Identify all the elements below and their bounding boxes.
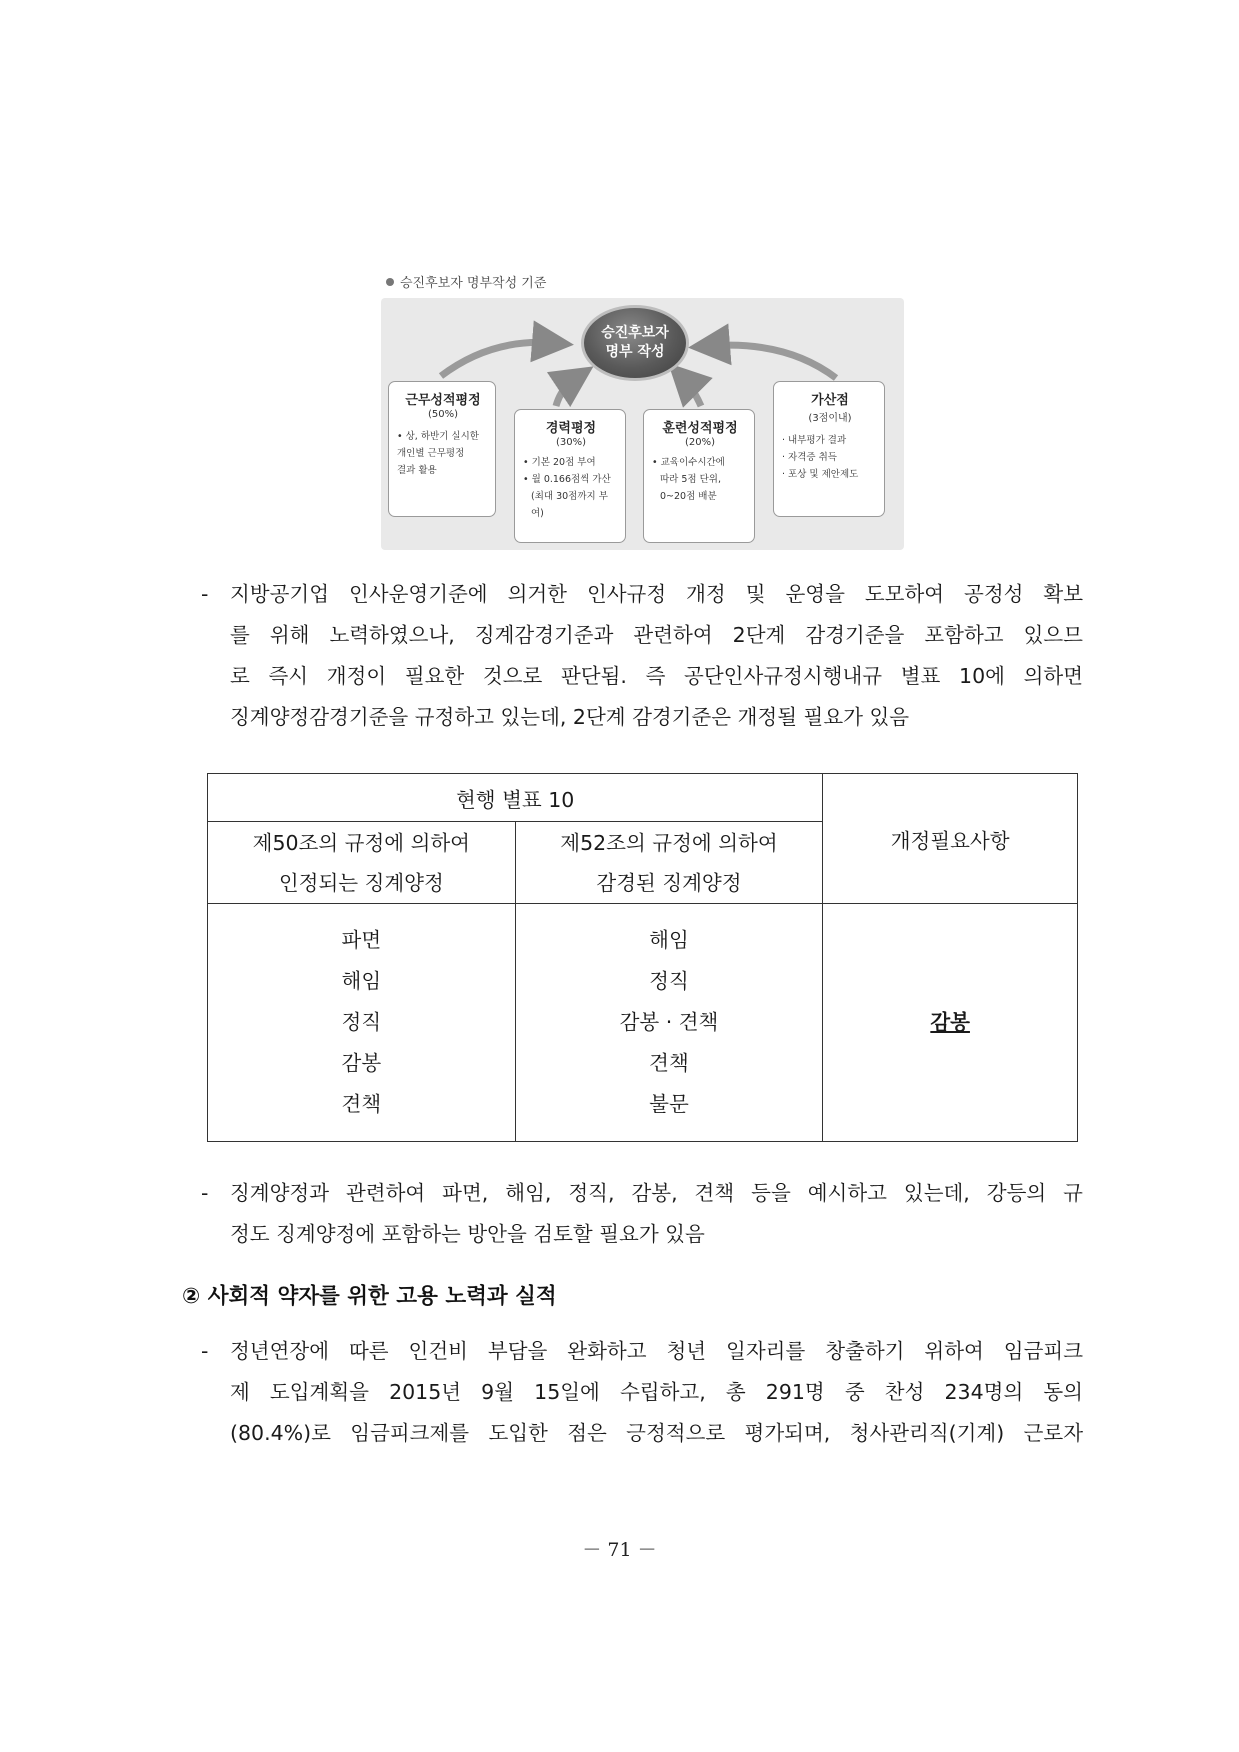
arrow-center-left	[556, 378, 576, 406]
header-line: 제52조의 규정에 의하여	[560, 830, 778, 855]
box-item: 0~20점 배분	[660, 491, 717, 502]
box-item: • 상, 하반기 실시한	[397, 431, 479, 442]
table-header-col1	[208, 822, 516, 904]
table-value: 불문	[649, 1092, 689, 1116]
table-value: 정직	[649, 969, 689, 993]
paragraph-line: 를 위해 노력하였으나, 징계감경기준과 관련하여 2단계 감경기준을 포함하고 있으므	[230, 623, 1083, 647]
table-value: 파면	[341, 928, 382, 952]
table-value: 감봉	[341, 1051, 382, 1075]
box-item: 개인별 근무평정	[397, 448, 465, 459]
box-item: • 월 0.166점씩 가산	[523, 474, 611, 485]
table-value: 해임	[649, 928, 689, 952]
section-heading: ② 사회적 약자를 위한 고용 노력과 실적	[182, 1284, 557, 1309]
revision-value: 감봉	[930, 1010, 970, 1034]
paragraph-line: (80.4%)로 임금피크제를 도입한 점은 긍정적으로 평가되며, 청사관리직(기계) 근로자	[230, 1421, 1083, 1445]
bullet-dash: -	[201, 1339, 209, 1363]
box-percent: (30%)	[555, 437, 587, 448]
box-title: 근무성적평정	[405, 393, 481, 408]
box-item: 결과 활용	[397, 465, 437, 476]
arrow-center-right	[683, 378, 701, 406]
table-value: 감봉 · 견책	[619, 1010, 719, 1034]
box-item: (최대 30점까지 부여)	[531, 491, 608, 519]
table-value: 견책	[341, 1092, 382, 1116]
box-title: 경력평정	[545, 421, 597, 436]
box-percent: (50%)	[427, 409, 459, 420]
table-value: 견책	[649, 1051, 689, 1075]
table-value: 해임	[341, 969, 382, 993]
paragraph-line: 지방공기업 인사운영기준에 의거한 인사규정 개정 및 운영을 도모하여 공정성 확보	[230, 582, 1083, 606]
paragraph-wage-peak	[201, 1331, 1083, 1454]
table-cell-col1	[208, 904, 516, 1142]
header-line: 제50조의 규정에 의하여	[252, 830, 470, 855]
center-node	[581, 305, 689, 381]
promotion-criteria-diagram	[381, 298, 904, 550]
box-item: 따라 5점 단위,	[660, 474, 721, 485]
table-header-col2	[515, 822, 823, 904]
box-item: · 자격증 취득	[782, 452, 837, 463]
paragraph-line: 정년연장에 따른 인건비 부담을 완화하고 청년 일자리를 창출하기 위하여 임금피크	[230, 1339, 1083, 1363]
table-group-header: 현행 별표 10	[208, 774, 823, 822]
page-number: － 71 －	[582, 1539, 657, 1561]
box-career	[514, 409, 626, 543]
bullet-dash: -	[201, 1181, 209, 1205]
box-bonus-points	[773, 381, 885, 517]
disciplinary-table	[207, 773, 1078, 1142]
header-line: 인정되는 징계양정	[278, 870, 444, 895]
paragraph-line: 징계양정감경기준을 규정하고 있는데, 2단계 감경기준은 개정될 필요가 있음	[230, 705, 910, 729]
caption-bullet-icon	[386, 278, 394, 286]
box-item: • 기본 20점 부여	[523, 457, 596, 468]
table-cell-col2	[515, 904, 823, 1142]
table-header-revision: 개정필요사항	[823, 774, 1078, 904]
box-item: · 포상 및 제안제도	[782, 469, 859, 480]
table-cell-col3	[823, 904, 1078, 1142]
paragraph-disciplinary-examples	[201, 1173, 1083, 1255]
box-item: • 교육이수시간에	[652, 457, 725, 468]
center-line-2: 명부 작성	[605, 344, 665, 360]
box-percent: (20%)	[684, 437, 716, 448]
figure-caption	[386, 272, 546, 291]
paragraph-line: 로 즉시 개정이 필요한 것으로 판단됨. 즉 공단인사규정시행내규 별표 10에 의하면	[230, 664, 1083, 688]
header-line: 감경된 징계양정	[596, 870, 742, 895]
arrow-left	[441, 342, 553, 376]
box-percent: (3점이내)	[808, 413, 852, 424]
bullet-dash: -	[201, 582, 209, 606]
box-title: 훈련성적평정	[662, 421, 738, 436]
box-work-performance	[388, 381, 496, 517]
arrow-right	[709, 345, 836, 378]
table-value: 정직	[341, 1010, 382, 1034]
box-item: · 내부평가 결과	[782, 435, 847, 446]
paragraph-line: 정도 징계양정에 포함하는 방안을 검토할 필요가 있음	[230, 1222, 705, 1246]
paragraph-personnel-rules	[201, 574, 1083, 738]
figure-caption-text: 승진후보자 명부작성 기준	[400, 276, 547, 291]
box-training	[643, 409, 755, 543]
box-title: 가산점	[811, 393, 849, 408]
paragraph-line: 제 도입계획을 2015년 9월 15일에 수립하고, 총 291명 중 찬성 234명의 동의	[230, 1380, 1083, 1404]
center-line-1: 승진후보자	[601, 325, 669, 341]
paragraph-line: 징계양정과 관련하여 파면, 해임, 정직, 감봉, 견책 등을 예시하고 있는데, 강등의 규	[230, 1181, 1083, 1205]
